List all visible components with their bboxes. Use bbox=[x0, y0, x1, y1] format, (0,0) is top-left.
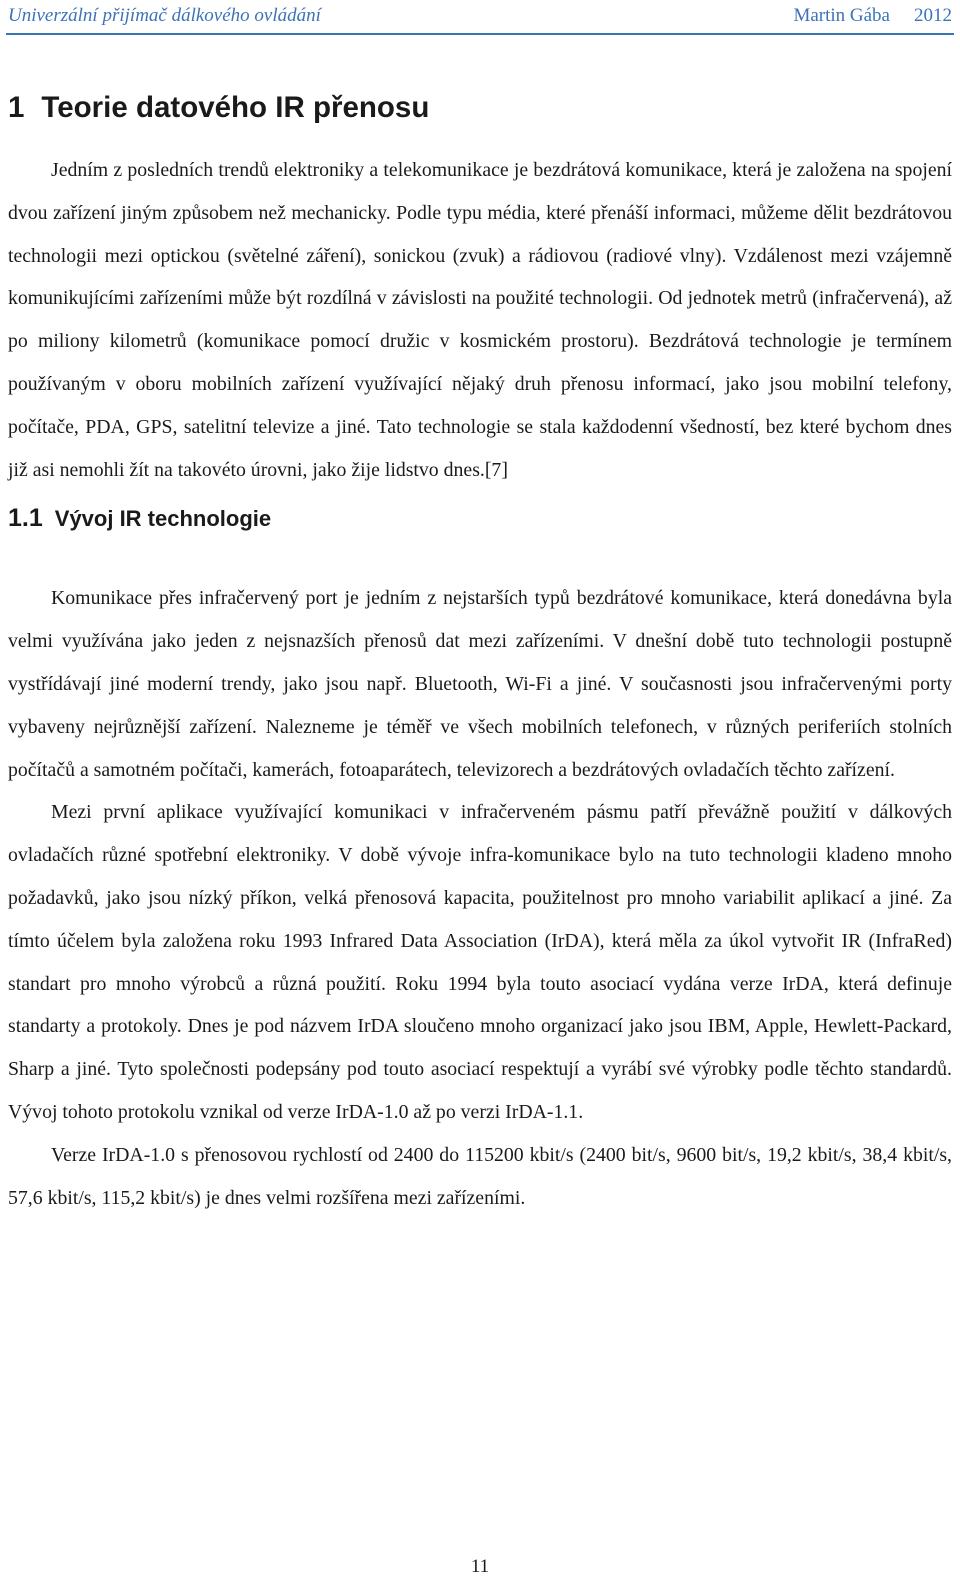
chapter-heading bbox=[8, 84, 952, 132]
section-heading bbox=[8, 495, 952, 541]
header-divider bbox=[6, 33, 954, 35]
chapter-title: Teorie datového IR přenosu bbox=[41, 91, 430, 124]
header-meta bbox=[793, 5, 952, 27]
header-year: 2012 bbox=[914, 5, 952, 26]
section-paragraph-3: Verze IrDA-1.0 s přenosovou rychlostí od 2400 do 115200 kbit/s (2400 bit/s, 9600 bit/s, 19,2 kbit/s, 38,4 kbit/s, 57,6 kbit/s, 115,2 kbit/s) je dnes velmi rozšířena mezi zařízeními. bbox=[8, 1143, 952, 1209]
section-paragraph-1: Komunikace přes infračervený port je jedním z nejstarších typů bezdrátové komunikace, která donedávna byla velmi využívána jako jeden z nejsnazších přenosů dat mezi zařízeními. V dnešní době tuto technologii postupně vystřídávají jiné moderní trendy, jako jsou např. Bluetooth, Wi-Fi a jiné. V současnosti jsou infračervenými porty vybaveny nejrůznější zařízení. Nalezneme je téměř ve všech mobilních telefonech, v různých periferiích stolních počítačů a samotném počítači, kamerách, fotoaparátech, televizorech a bezdrátových ovladačích těchto zařízení. bbox=[8, 587, 952, 781]
header-author: Martin Gába bbox=[793, 5, 890, 26]
section-paragraph-2: Mezi první aplikace využívající komunikaci v infračerveném pásmu patří převážně použití v dálkových ovladačích různé spotřební elektroniky. V době vývoje infra-komunikace bylo na tuto technologii kladeno mnoho požadavků, jako jsou nízký příkon, velká přenosová kapacita, použitelnost pro mnoho variabilit aplikací a jiné. Za tímto účelem byla založena roku 1993 Infrared Data Association (IrDA), která měla za úkol vytvořit IR (InfraRed) standart pro mnoho výrobců a různá použití. Roku 1994 byla touto asociací vydána verze IrDA, která definuje standarty a protokoly. Dnes je pod názvem IrDA sloučeno mnoho organizací jako jsou IBM, Apple, Hewlett-Packard, Sharp a jiné. Tyto společnosti podepsány pod touto asociací respektují a vyrábí své výrobky podle těchto standardů. Vývoj tohoto protokolu vznikal od verze IrDA-1.0 až po verzi IrDA-1.1. bbox=[8, 801, 952, 1123]
page-number: 11 bbox=[470, 1556, 490, 1577]
chapter-number: 1 bbox=[8, 91, 25, 124]
section-title: Vývoj IR technologie bbox=[54, 506, 272, 532]
section-number: 1.1 bbox=[8, 504, 43, 533]
running-header bbox=[8, 0, 952, 32]
page-body bbox=[8, 84, 952, 1219]
header-document-title: Univerzální přijímač dálkového ovládání bbox=[8, 5, 321, 26]
intro-paragraph: Jedním z posledních trendů elektroniky a telekomunikace je bezdrátová komunikace, která je založena na spojení dvou zařízení jiným způsobem než mechanicky. Podle typu média, které přenáší informaci, můžeme dělit bezdrátovou technologii mezi optickou (světelné záření), sonickou (zvuk) a rádiovou (radiové vlny). Vzdálenost mezi vzájemně komunikujícími zařízeními může být rozdílná v závislosti na použité technologii. Od jednotek metrů (infračervená), až po miliony kilometrů (komunikace pomocí družic v kosmickém prostoru). Bezdrátová technologie je termínem používaným v oboru mobilních zařízení využívající nějaký druh přenosu informací, jako jsou mobilní telefony, počítače, PDA, GPS, satelitní televize a jiné. Tato technologie se stala každodenní všedností, bez které bychom dnes již asi nemohli žít na takovéto úrovni, jako žije lidstvo dnes.[7] bbox=[8, 159, 952, 481]
